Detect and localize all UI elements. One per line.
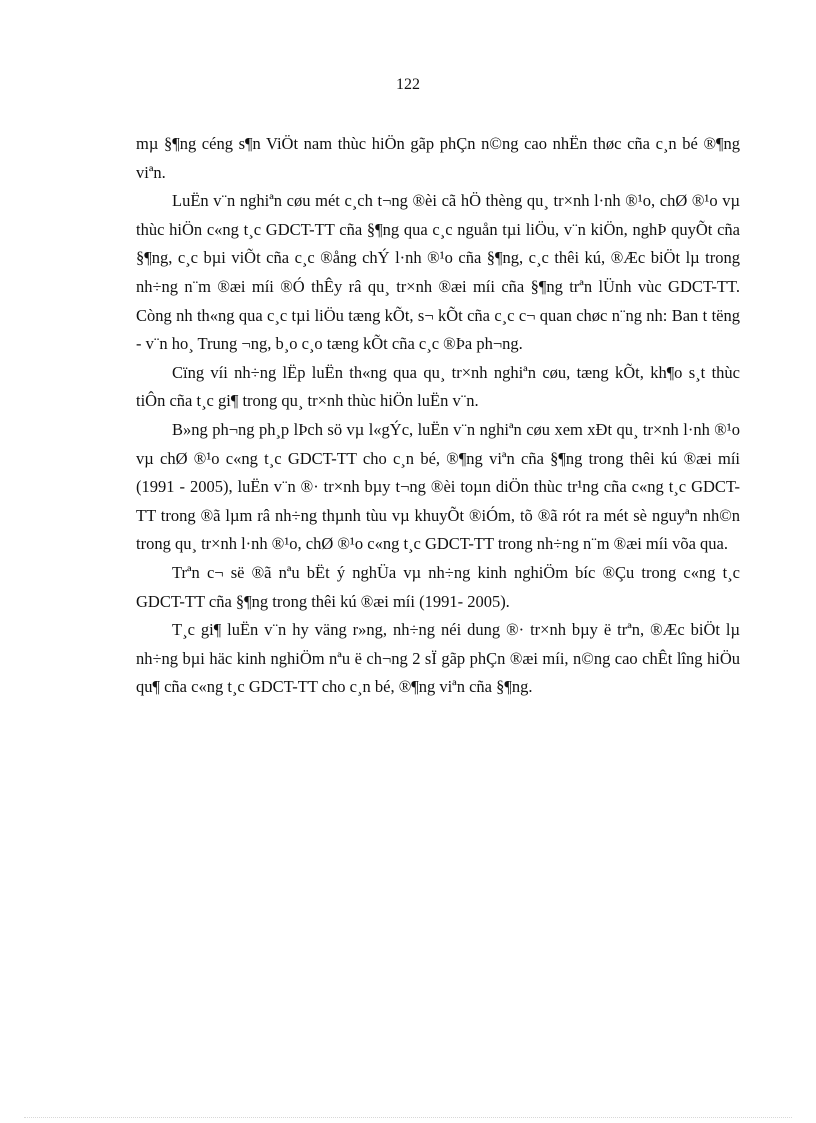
paragraph-5: Trªn c¬ së ®ã nªu bËt ý nghÜa vµ nh÷ng kinh nghiÖm bíc ®Çu trong c«ng t¸c GDCT-TT cña §¶ng trong thêi kú ®æi míi (1991- 2005). [136, 562, 740, 611]
body-text [136, 130, 740, 702]
paragraph-3: Cïng víi nh÷ng lËp luËn th«ng qua qu¸ tr×nh nghiªn cøu, tæng kÕt, kh¶o s¸t thùc tiÔn cña t¸c gi¶ trong qu¸ tr×nh thùc hiÖn luËn v¨n. [136, 362, 740, 411]
paragraph-1: mµ §¶ng céng s¶n ViÖt nam thùc hiÖn gãp phÇn n©ng cao nhËn thøc cña c¸n bé ®¶ng viªn. [136, 134, 740, 182]
page-number: 122 [396, 76, 420, 93]
paragraph-2: LuËn v¨n nghiªn cøu mét c¸ch t¬ng ®èi cã hÖ thèng qu¸ tr×nh l·nh ®¹o, chØ ®¹o vµ thùc hiÖn c«ng t¸c GDCT-TT cña §¶ng qua c¸c nguån tµi liÖu, v¨n kiÖn, nghÞ quyÕt cña §¶ng, c¸c bµi viÕt cña c¸c ®ång chÝ l·nh ®¹o cña §¶ng, c¸c thêi kú, ®Æc biÖt lµ trong nh÷ng n¨m ®æi míi ®Ó thÊy râ qu¸ tr×nh ®æi míi cña §¶ng trªn lÜnh vùc GDCT-TT. Còng nh th«ng qua c¸c tµi liÖu tæng kÕt, s¬ kÕt cña c¸c c¬ quan chøc n¨ng nh: Ban t tëng - v¨n ho¸ Trung ¬ng, b¸o c¸o tæng kÕt cña c¸c ®Þa ph¬ng. [136, 191, 740, 354]
paragraph-6: T¸c gi¶ luËn v¨n hy väng r»ng, nh÷ng néi dung ®· tr×nh bµy ë trªn, ®Æc biÖt lµ nh÷ng bµi häc kinh nghiÖm nªu ë ch¬ng 2 sÏ gãp phÇn ®æi míi, n©ng cao chÊt lîng hiÖu qu¶ cña c«ng t¸c GDCT-TT cho c¸n bé, ®¶ng viªn cña §¶ng. [136, 620, 740, 697]
page-bottom-rule [24, 1117, 792, 1118]
paragraph-4: B»ng ph¬ng ph¸p lÞch sö vµ l«gÝc, luËn v¨n nghiªn cøu xem xÐt qu¸ tr×nh l·nh ®¹o vµ chØ ®¹o c«ng t¸c GDCT-TT cho c¸n bé, ®¶ng viªn cña §¶ng trong thêi kú ®æi míi (1991 - 2005), luËn v¨n ®· tr×nh bµy t¬ng ®èi toµn diÖn thùc tr¹ng cña c«ng t¸c GDCT-TT trong ®ã lµm râ nh÷ng thµnh tùu vµ khuyÕt ®iÓm, tõ ®ã rót ra mét sè nguyªn nh©n trong qu¸ tr×nh l·nh ®¹o, chØ ®¹o c«ng t¸c GDCT-TT trong nh÷ng n¨m ®æi míi võa qua. [136, 419, 740, 554]
